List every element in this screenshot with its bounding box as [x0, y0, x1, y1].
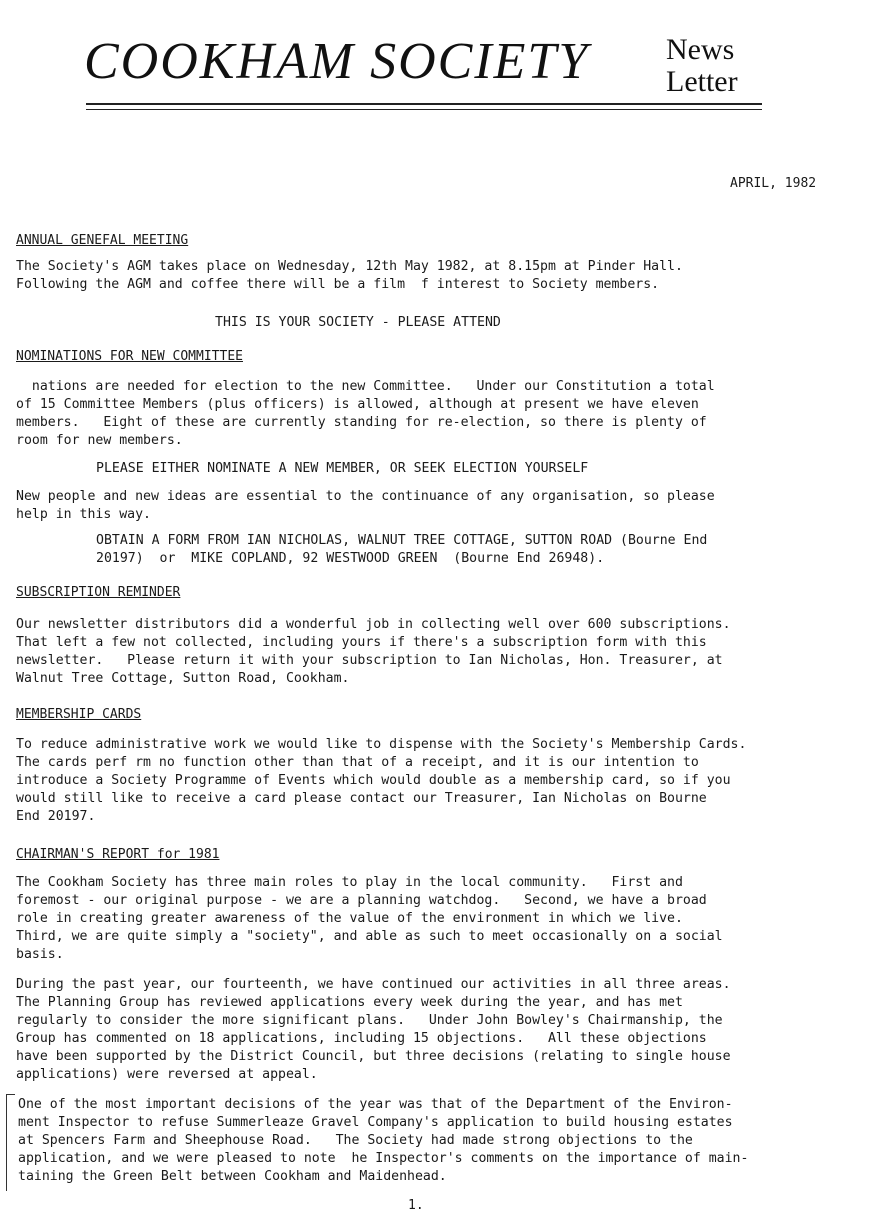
agm-line: The Society's AGM takes place on Wednesday, 12th May 1982, at 8.15pm at Pinder Hall. [16, 259, 683, 274]
membership-line: would still like to receive a card please contact our Treasurer, Ian Nicholas on Bourne [16, 791, 707, 806]
masthead-rule-thick [86, 103, 762, 105]
chairman-line: applications) were reversed at appeal. [16, 1067, 318, 1082]
chairman-line: have been supported by the District Council, but three decisions (relating to single house [16, 1049, 731, 1064]
chairman-line: Third, we are quite simply a "society", and able as such to meet occasionally on a social [16, 929, 723, 944]
chairman-line: foremost - our original purpose - we are a planning watchdog. Second, we have a broad [16, 893, 707, 908]
subscription-line: That left a few not collected, including yours if there's a subscription form with this [16, 635, 707, 650]
nominations-line: members. Eight of these are currently standing for re-election, so there is plenty of [16, 415, 707, 430]
subscription-heading: SUBSCRIPTION REMINDER [16, 585, 181, 600]
page-number: 1. [408, 1198, 424, 1213]
chairman-heading: CHAIRMAN'S REPORT for 1981 [16, 847, 220, 862]
subscription-line: Walnut Tree Cottage, Sutton Road, Cookham. [16, 671, 350, 686]
chairman-line: regularly to consider the more significant plans. Under John Bowley's Chairmanship, the [16, 1013, 723, 1028]
agm-line: Following the AGM and coffee there will be a film f interest to Society members. [16, 277, 660, 292]
nominations-form-line: 20197) or MIKE COPLAND, 92 WESTWOOD GREEN (Bourne End 26948). [96, 551, 605, 566]
nominations-callout: PLEASE EITHER NOMINATE A NEW MEMBER, OR SEEK ELECTION YOURSELF [96, 461, 589, 476]
masthead-title: COOKHAM SOCIETY [84, 33, 590, 90]
nominations-line: New people and new ideas are essential to the continuance of any organisation, so please [16, 489, 715, 504]
membership-line: The cards perf rm no function other than that of a receipt, and it is our intention to [16, 755, 699, 770]
nominations-heading: NOMINATIONS FOR NEW COMMITTEE [16, 349, 243, 364]
masthead-news: News [666, 33, 735, 66]
nominations-form-line: OBTAIN A FORM FROM IAN NICHOLAS, WALNUT TREE COTTAGE, SUTTON ROAD (Bourne End [96, 533, 708, 548]
subscription-line: newsletter. Please return it with your subscription to Ian Nicholas, Hon. Treasurer, at [16, 653, 723, 668]
membership-line: introduce a Society Programme of Events which would double as a membership card, so if you [16, 773, 731, 788]
nominations-line: nations are needed for election to the new Committee. Under our Constitution a total [16, 379, 715, 394]
nominations-line: help in this way. [16, 507, 151, 522]
chairman-line: Group has commented on 18 applications, including 15 objections. All these objections [16, 1031, 707, 1046]
chairman-line: basis. [16, 947, 64, 962]
margin-bracket-mark [6, 1094, 15, 1191]
masthead-newsletter-label [666, 34, 776, 98]
membership-heading: MEMBERSHIP CARDS [16, 707, 142, 722]
agm-heading: ANNUAL GENEFAL MEETING [16, 233, 189, 248]
membership-line: To reduce administrative work we would like to dispense with the Society's Membership Cards. [16, 737, 747, 752]
nominations-line: of 15 Committee Members (plus officers) is allowed, although at present we have eleven [16, 397, 699, 412]
chairman-line: role in creating greater awareness of the value of the environment in which we live. [16, 911, 683, 926]
issue-date: APRIL, 1982 [730, 176, 817, 191]
chairman-line: The Planning Group has reviewed applications every week during the year, and has met [16, 995, 683, 1010]
masthead-rule-thin [86, 109, 762, 110]
chairman-line: taining the Green Belt between Cookham and Maidenhead. [18, 1169, 447, 1184]
chairman-line: ment Inspector to refuse Summerleaze Gravel Company's application to build housing estates [18, 1115, 733, 1130]
agm-notice: THIS IS YOUR SOCIETY - PLEASE ATTEND [215, 315, 501, 330]
chairman-line: application, and we were pleased to note he Inspector's comments on the importance of main- [18, 1151, 749, 1166]
chairman-line: During the past year, our fourteenth, we have continued our activities in all three areas. [16, 977, 731, 992]
chairman-line: One of the most important decisions of the year was that of the Department of the Environ- [18, 1097, 733, 1112]
nominations-line: room for new members. [16, 433, 183, 448]
subscription-line: Our newsletter distributors did a wonderful job in collecting well over 600 subscriptions. [16, 617, 731, 632]
chairman-line: at Spencers Farm and Sheephouse Road. The Society had made strong objections to the [18, 1133, 693, 1148]
membership-line: End 20197. [16, 809, 96, 824]
masthead-letter: Letter [666, 65, 738, 98]
chairman-line: The Cookham Society has three main roles to play in the local community. First and [16, 875, 683, 890]
